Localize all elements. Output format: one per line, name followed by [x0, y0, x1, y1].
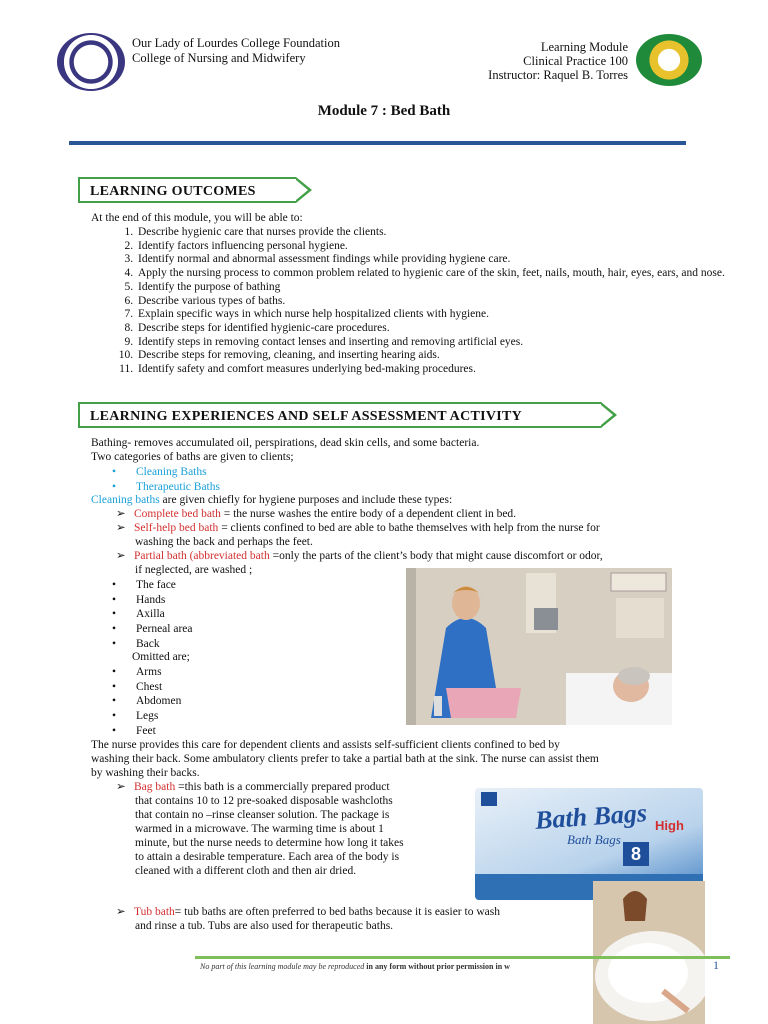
- tub-bath-photo: [593, 881, 713, 1024]
- omitted-label: Omitted are;: [132, 651, 190, 663]
- partial-rest-line2: if neglected, are washed ;: [135, 564, 253, 576]
- omit-legs: Legs: [136, 710, 159, 723]
- partial-bath-item: [116, 550, 603, 564]
- nurse-paragraph-line3: by washing their backs.: [91, 767, 200, 779]
- nursing-seal-logo: [636, 34, 702, 86]
- list-item: 8. Describe steps for identified hygienic-care procedures.: [136, 322, 736, 336]
- omitted-parts-list: [112, 665, 181, 739]
- page-title: Module 7 : Bed Bath: [317, 103, 451, 119]
- partial-rest: =only the parts of the client’s body that might cause discomfort or odor,: [269, 550, 603, 562]
- footer-italic: No part of this learning module may be reproduced: [200, 962, 365, 971]
- list-item: 4. Apply the nursing process to common problem related to hygienic care of the skin, feet, nails, mouth, hair, eyes, ears, and nose.: [136, 267, 736, 281]
- cleaning-term: Cleaning baths: [91, 494, 160, 506]
- bag-line-3: warmed in a microwave. The warming time is about 1: [135, 823, 384, 835]
- list-item: 2. Identify factors influencing personal hygiene.: [136, 240, 736, 254]
- bag-line-1: that contains 10 to 12 pre-soaked disposable washcloths: [135, 795, 393, 807]
- selfhelp-term: Self-help bed bath: [134, 522, 219, 534]
- nurse-bed-bath-illustration: [406, 568, 672, 725]
- bag-line-0: =this bath is a commercially prepared product: [175, 781, 390, 793]
- product-brand-sub: Bath Bags: [567, 832, 621, 847]
- bathing-definition: Bathing- removes accumulated oil, perspirations, dead skin cells, and some bacteria.: [91, 437, 480, 449]
- nurse-bed-bath-photo: [406, 568, 672, 725]
- omit-chest: Chest: [136, 680, 163, 693]
- learning-experiences-label: LEARNING EXPERIENCES AND SELF ASSESSMENT ACTIVITY: [90, 409, 523, 424]
- product-logo-icon: [481, 792, 497, 806]
- arrow-bullet-icon: ➢: [116, 781, 126, 793]
- nurse-paragraph-line2: washing their back. Some ambulatory clients prefer to take a partial bath at the sink. The nurse can assist them: [91, 753, 599, 765]
- omit-arms: Arms: [136, 666, 162, 678]
- tub-rest: = tub baths are often preferred to bed baths because it is easier to wash: [174, 906, 500, 918]
- arrow-bullet-icon: ➢: [116, 522, 126, 534]
- tub-bath-illustration: [593, 881, 713, 1024]
- omit-feet: Feet: [136, 724, 156, 737]
- list-item: • Abdomen: [112, 695, 182, 708]
- footer-divider: [195, 956, 730, 959]
- nurse-paragraph-line1: The nurse provides this care for dependent clients and assists self-sufficient clients confined to bed by: [91, 739, 560, 751]
- part-axilla: Axilla: [136, 608, 165, 621]
- list-item: 1. Describe hygienic care that nurses provide the clients.: [136, 226, 736, 240]
- tub-bath-item: [116, 906, 500, 920]
- complete-term: Complete bed bath: [134, 508, 221, 520]
- bag-line-2: that contain no –rinse cleanser solution. The package is: [135, 809, 390, 821]
- cleaning-baths-text: [91, 494, 452, 508]
- product-count: 8: [623, 842, 649, 866]
- instructor-name: Instructor: Raquel B. Torres: [488, 68, 628, 82]
- page-number: 1: [713, 958, 719, 972]
- category-cleaning: Cleaning Baths: [136, 466, 207, 478]
- outcomes-intro: At the end of this module, you will be able to:: [91, 212, 303, 224]
- list-item: 11. Identify safety and comfort measures underlying bed-making procedures.: [136, 363, 736, 377]
- part-face: The face: [136, 579, 176, 591]
- part-hands: Hands: [136, 593, 166, 606]
- title-divider: [69, 141, 686, 145]
- bag-bath-item: [116, 781, 390, 795]
- outcomes-list: [92, 226, 736, 377]
- list-item: • Cleaning Baths: [112, 466, 207, 478]
- heading-arrow-inner: [601, 405, 613, 425]
- learning-outcomes-heading: [78, 177, 296, 203]
- list-item: • Hands: [112, 593, 166, 606]
- list-item: • Perneal area: [112, 623, 193, 636]
- list-item: • Chest: [112, 680, 163, 693]
- learning-experiences-heading: [78, 402, 601, 428]
- partial-term: Partial bath (abbreviated bath: [134, 550, 270, 562]
- list-item: • The face: [112, 579, 176, 591]
- part-perineal: Perneal area: [136, 623, 193, 636]
- complete-rest: = the nurse washes the entire body of a dependent client in bed.: [220, 508, 517, 520]
- college-name: Our Lady of Lourdes College Foundation: [132, 36, 340, 50]
- category-therapeutic: Therapeutic Baths: [136, 480, 220, 493]
- list-item: • Arms: [112, 666, 162, 678]
- college-department: College of Nursing and Midwifery: [132, 51, 306, 65]
- course-name: Clinical Practice 100: [523, 54, 628, 68]
- list-item: 5. Identify the purpose of bathing: [136, 281, 736, 295]
- washed-parts-list: [112, 578, 193, 652]
- list-item: • Axilla: [112, 608, 165, 621]
- self-help-bed-bath-item: [116, 522, 600, 536]
- tub-rest-line2: and rinse a tub. Tubs are also used for therapeutic baths.: [135, 920, 394, 932]
- list-item: 9. Identify steps in removing contact lenses and inserting and removing artificial eyes.: [136, 336, 736, 350]
- list-item: 7. Explain specific ways in which nurse help hospitalized clients with hygiene.: [136, 308, 736, 322]
- college-seal-logo: [57, 33, 125, 91]
- list-item: 10. Describe steps for removing, cleaning, and inserting hearing aids.: [136, 349, 736, 363]
- selfhelp-rest-line2: washing the back and perhaps the feet.: [135, 536, 313, 548]
- learning-outcomes-label: LEARNING OUTCOMES: [90, 184, 256, 199]
- bag-line-4: minute, but the nurse needs to determine how long it takes: [135, 837, 404, 849]
- tub-term: Tub bath: [134, 906, 175, 918]
- product-brand-main: Bath Bags: [534, 798, 648, 835]
- list-item: • Legs: [112, 710, 159, 723]
- arrow-bullet-icon: ➢: [116, 508, 126, 520]
- footer-copyright: [200, 962, 600, 971]
- selfhelp-rest: = clients confined to bed are able to bathe themselves with help from the nurse for: [218, 522, 600, 534]
- heading-arrow-inner: [296, 180, 308, 200]
- part-back: Back: [136, 637, 160, 650]
- complete-bed-bath-item: [116, 508, 516, 522]
- college-name-block: [132, 36, 340, 66]
- list-item: • Therapeutic Baths: [112, 480, 220, 493]
- arrow-bullet-icon: ➢: [116, 550, 126, 562]
- list-item: • Back: [112, 637, 160, 650]
- two-categories-text: Two categories of baths are given to clients;: [91, 451, 294, 463]
- list-item: • Feet: [112, 724, 156, 737]
- cleaning-rest: are given chiefly for hygiene purposes and include these types:: [159, 494, 453, 506]
- product-badge: High: [655, 818, 684, 833]
- list-item: 6. Describe various types of baths.: [136, 295, 736, 309]
- bag-term: Bag bath: [134, 781, 176, 793]
- bag-line-5: to attain a desirable temperature. Each area of the body is: [135, 851, 400, 863]
- module-info-block: [488, 40, 628, 82]
- arrow-bullet-icon: ➢: [116, 906, 126, 918]
- list-item: 3. Identify normal and abnormal assessment findings while providing hygiene care.: [136, 253, 736, 267]
- bag-line-6: cleaned with a different cloth and then air dried.: [135, 865, 357, 877]
- omit-abdomen: Abdomen: [136, 695, 182, 708]
- footer-bold: in any form without prior permission in w: [364, 962, 510, 971]
- category-list: [112, 465, 220, 494]
- module-type: Learning Module: [540, 40, 628, 54]
